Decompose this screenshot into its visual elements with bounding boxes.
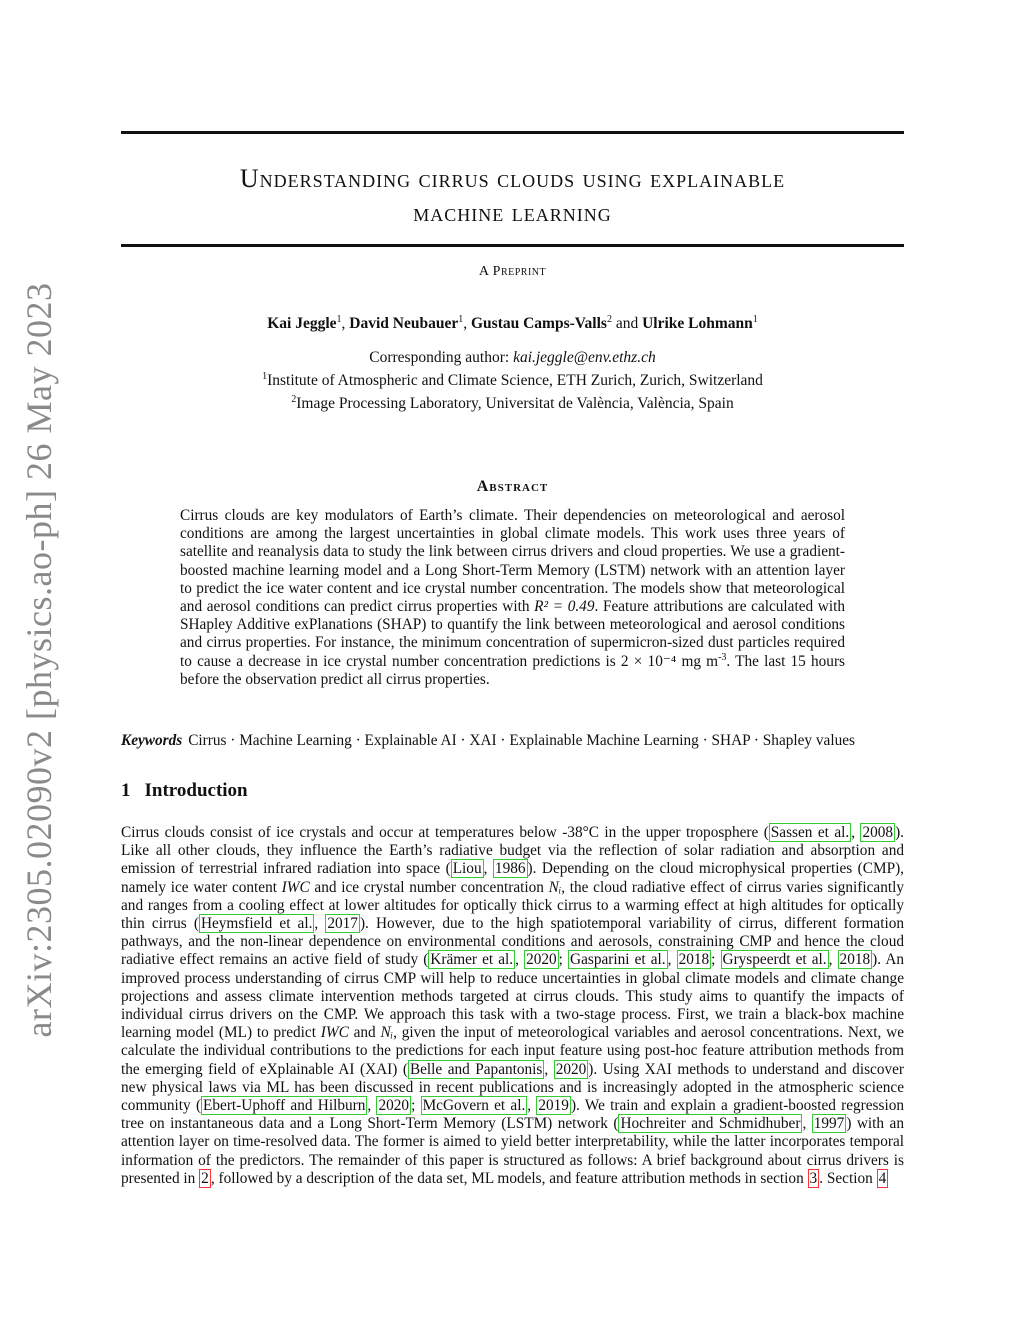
- abstract-concentration: 2 × 10⁻⁴: [620, 652, 677, 670]
- math-ni: Nᵢ: [380, 1024, 394, 1042]
- math-iwc: IWC: [281, 878, 310, 896]
- arxiv-stamp-text: arXiv:2305.02090v2 [physics.ao-ph] 26 May 2023: [19, 282, 59, 1038]
- affiliation-mark: 2: [291, 394, 297, 406]
- citation-link[interactable]: Hochreiter and Schmidhuber: [620, 1115, 801, 1133]
- introduction-body: [121, 824, 904, 1188]
- section-ref-link[interactable]: 4: [878, 1169, 887, 1187]
- body-text: and: [348, 1024, 381, 1042]
- keywords-label: Keywords: [121, 732, 183, 749]
- affiliation-text: Image Processing Laboratory, Universitat de València, València, Spain: [296, 395, 734, 413]
- arxiv-stamp: [12, 282, 66, 1038]
- citation-link[interactable]: 2018: [839, 951, 871, 969]
- author-name: Kai Jeggle: [267, 315, 337, 333]
- body-text: . Section: [819, 1169, 877, 1187]
- citation-link[interactable]: Liou: [452, 860, 482, 878]
- citation-sep: ,: [802, 1115, 812, 1133]
- body-text: ). Depending on the cloud microphysical properties (CMP), namely ice water content: [121, 860, 904, 896]
- section-ref-link[interactable]: 2: [201, 1169, 209, 1187]
- corresponding-email[interactable]: kai.jeggle@env.ethz.ch: [513, 349, 656, 366]
- abstract-text: . The last 15 hours before the observation predict all cirrus properties.: [180, 652, 845, 688]
- citation-link[interactable]: Ebert-Uphoff and Hilburn: [203, 1097, 366, 1115]
- paper-title: [121, 162, 904, 230]
- section-title: Introduction: [144, 780, 248, 801]
- citation-link[interactable]: Heymsfield et al.: [200, 915, 313, 933]
- author-affil-mark: 2: [606, 314, 612, 325]
- affiliation-2: [121, 390, 904, 413]
- body-text: ) with an attention layer on time-resolved data. The former is aimed to yield better interpretability, while the latter incorporates temporal information of the predictors. The remainder of this paper is structured as follows: A brief background about cirrus drivers is presented in: [121, 1115, 904, 1187]
- citation-sep: ,: [483, 860, 493, 878]
- section-number: 1: [121, 780, 131, 801]
- body-text: ). An improved process understanding of cirrus CMP will help to reduce uncertainties in global climate models and climate change projections and assess climate intervention methods targeted at cirrus clouds. This study aims to quantify the impacts of individual cirrus drivers on the CMP. We approach this task with a two-stage process. First, we train a black-box machine learning model (ML) to predict: [121, 951, 905, 1042]
- body-text: , followed by a description of the data set, ML models, and feature attribution methods in section: [210, 1169, 808, 1187]
- section-heading: [121, 780, 248, 802]
- corresponding-author: [121, 348, 904, 367]
- citation-link[interactable]: Gasparini et al.: [570, 951, 666, 969]
- citation-link[interactable]: 1997: [813, 1115, 845, 1133]
- author-name: Ulrike Lohmann: [642, 315, 753, 333]
- citation-link[interactable]: 2020: [526, 951, 557, 969]
- abstract-text: Cirrus clouds are key modulators of Earth’s climate. Their dependencies on meteorological and aerosol conditions are among the largest uncertainties in global climate models. This work uses three years of satellite and reanalysis data to study the link between cirrus drivers and cloud properties. We use a gradient-boosted machine learning model and a Long Short-Term Memory (LSTM) network with an attention layer to predict the ice water content and ice crystal number concentration. The models show that meteorological and aerosol conditions can predict cirrus properties with: [180, 507, 845, 616]
- citation-sep: ,: [314, 915, 326, 933]
- body-text: ). Like all other clouds, they influence the Earth’s radiative budget via the reflection of solar radiation and absorption and emission of terrestrial infrared radiation into space (: [121, 824, 904, 878]
- body-text: and ice crystal number concentration: [309, 878, 549, 896]
- citation-link[interactable]: McGovern et al.: [422, 1097, 526, 1115]
- citation-link[interactable]: Sassen et al.: [770, 824, 850, 841]
- body-text: Cirrus clouds consist of ice crystals and occur at temperatures below -38°C in the upper troposphere (: [121, 824, 769, 841]
- author-and: and: [611, 315, 643, 333]
- citation-sep: ;: [411, 1097, 421, 1115]
- author-list: [121, 314, 904, 333]
- citation-sep: ,: [828, 951, 838, 969]
- citation-link[interactable]: Krämer et al.: [430, 951, 514, 969]
- citation-sep: ,: [544, 1060, 554, 1078]
- citation-link[interactable]: Belle and Papantonis: [409, 1060, 543, 1078]
- citation-sep: ;: [558, 951, 569, 969]
- keywords: [121, 731, 904, 750]
- author-name: Gustau Camps-Valls: [470, 315, 607, 333]
- citation-link[interactable]: 2019: [538, 1097, 569, 1115]
- author-affil-mark: 1: [752, 314, 758, 325]
- body-text: ). Using XAI methods to understand and discover new physical laws via ML has been discussed in recent publications and is increasingly adopted in the atmospheric science community (: [121, 1060, 904, 1115]
- citation-link[interactable]: 2020: [378, 1097, 410, 1115]
- citation-sep: ;: [711, 951, 721, 969]
- abstract-text: . Feature attributions are calculated with SHapley Additive exPlanations (SHAP) to quantify the link between meteorological and aerosol conditions and cirrus properties. For instance, the minimum concentration of supermicron-sized dust particles required to cause a decrease in ice crystal number concentration predictions is: [180, 598, 846, 670]
- body-text: , given the input of meteorological variables and aerosol concentrations. Next, we calculate the individual contributions to the predictions for each input feature using post-hoc feature attribution methods from the emerging field of eXplainable AI (XAI) (: [121, 1024, 904, 1078]
- citation-link[interactable]: Gryspeerdt et al.: [722, 951, 827, 969]
- citation-sep: ,: [851, 824, 861, 841]
- citation-sep: ,: [515, 951, 525, 969]
- title-rule-bottom: [121, 244, 904, 247]
- abstract-body: [180, 507, 845, 689]
- corresponding-label: Corresponding author:: [369, 349, 514, 366]
- section-ref-link[interactable]: 3: [809, 1169, 818, 1187]
- title-line-2: machine learning: [413, 198, 612, 227]
- preprint-label: A Preprint: [478, 264, 547, 279]
- abstract-r2: R² = 0.49: [534, 598, 595, 616]
- affiliation-1: [121, 367, 904, 390]
- affiliations: [121, 348, 904, 413]
- affiliation-text: Institute of Atmospheric and Climate Science, ETH Zurich, Zurich, Switzerland: [267, 372, 763, 390]
- citation-sep: ,: [667, 951, 677, 969]
- body-text: ). We train and explain a gradient-boosted regression tree on instantaneous data and a Long Short-Term Memory (LSTM) network (: [121, 1097, 905, 1133]
- body-text: ). However, due to the high spatiotemporal variability of cirrus, different formation pathways, and the non-linear dependence on environmental conditions and aerosols, constraining CMP and hence the cloud radiative effect remains an active field of study (: [121, 915, 905, 969]
- author-name: David Neubauer: [349, 315, 459, 333]
- author-affil-mark: 1: [458, 314, 464, 325]
- affiliation-mark: 1: [262, 371, 268, 382]
- citation-link[interactable]: 2020: [555, 1060, 587, 1078]
- abstract-unit: mg m: [676, 652, 719, 670]
- citation-link[interactable]: 1986: [494, 860, 526, 878]
- citation-link[interactable]: 2018: [678, 951, 710, 969]
- citation-sep: ,: [367, 1097, 377, 1115]
- math-ni: Nᵢ: [548, 878, 562, 896]
- title-line-1: Understanding cirrus clouds using explainable: [239, 164, 786, 193]
- citation-link[interactable]: 2017: [327, 915, 358, 933]
- author-separator: ,: [463, 315, 471, 333]
- abstract-unit-exponent: -3: [718, 651, 727, 663]
- author-separator: ,: [341, 315, 350, 333]
- keywords-list: Cirrus · Machine Learning · Explainable AI · XAI · Explainable Machine Learning · SHAP · Shapley values: [188, 732, 855, 749]
- author-affil-mark: 1: [336, 314, 342, 325]
- title-rule-top: [121, 131, 904, 134]
- citation-link[interactable]: 2008: [862, 824, 894, 841]
- abstract-heading: Abstract: [476, 478, 549, 495]
- citation-sep: ,: [527, 1097, 537, 1115]
- body-text: , the cloud radiative effect of cirrus varies significantly and ranges from a cooling effect at lower altitudes for optically thick cirrus to a warming effect at high altitudes for optically thin cirrus (: [121, 878, 904, 933]
- math-iwc: IWC: [320, 1024, 349, 1042]
